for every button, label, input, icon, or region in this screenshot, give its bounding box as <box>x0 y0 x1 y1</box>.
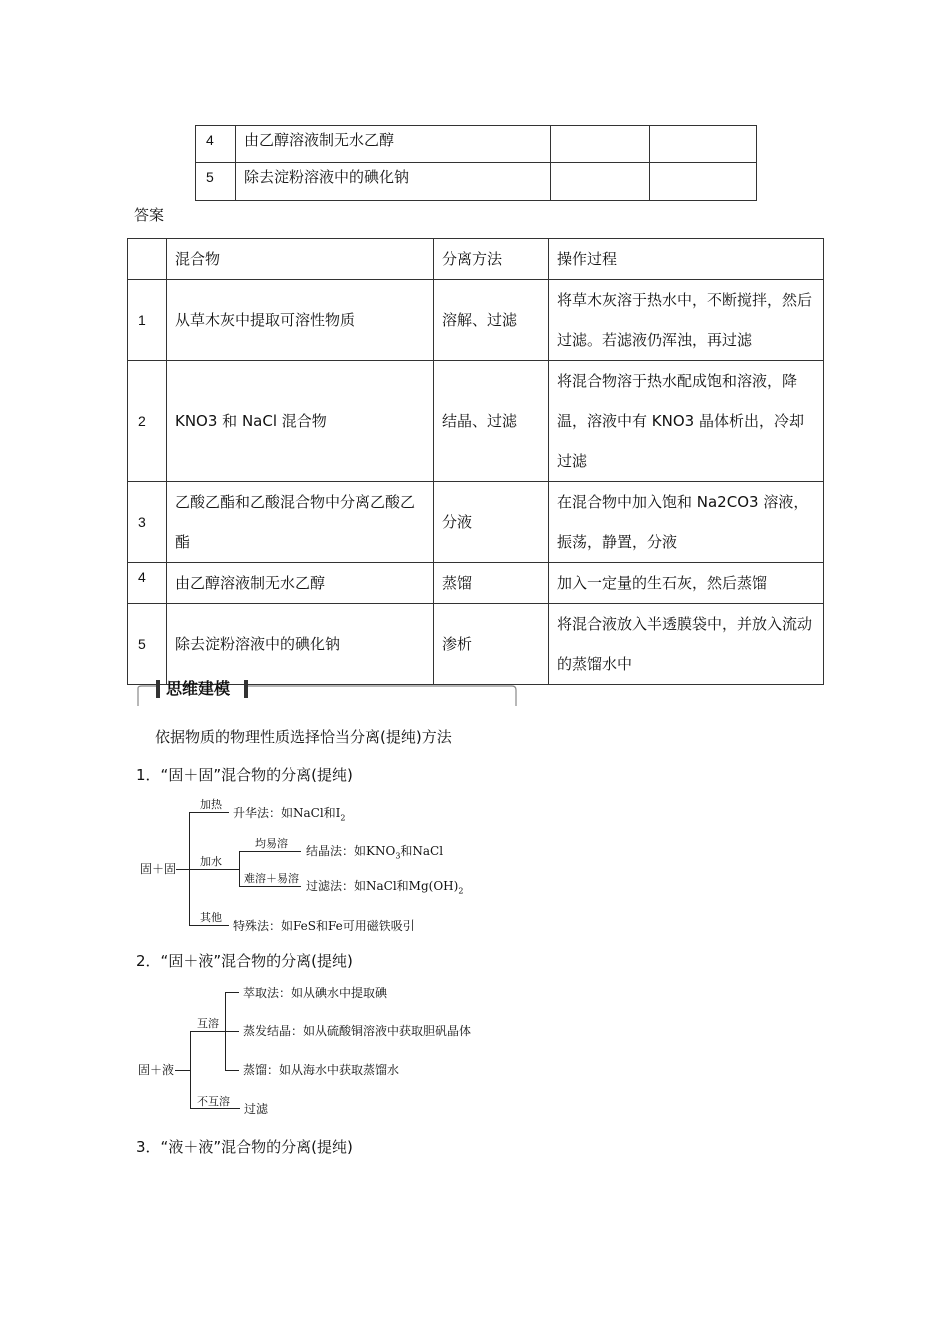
connector-line <box>189 925 229 926</box>
process-cell: 加入一定量的生石灰，然后蒸馏 <box>549 563 824 604</box>
header-mixture: 混合物 <box>167 239 434 280</box>
mixture-cell: 乙酸乙酯和乙酸混合物中分离乙酸乙酯 <box>167 482 434 563</box>
diagram1-cond-soluble: 均易溶 <box>255 837 288 850</box>
table-row <box>128 280 824 361</box>
connector-line <box>190 1031 191 1109</box>
process-cell: 在混合物中加入饱和 Na2CO3 溶液，振荡，静置，分液 <box>549 482 824 563</box>
connector-line <box>225 992 239 993</box>
diagram1-special: 特殊法：如FeS和Fe可用磁铁吸引 <box>233 919 415 933</box>
table-header-row <box>128 239 824 280</box>
empty-cell <box>551 126 650 163</box>
diagram1-cond-other: 其他 <box>200 911 222 924</box>
mixture-cell: KNO3 和 NaCl 混合物 <box>167 361 434 482</box>
diagram1-filtration: 过滤法：如NaCl和$Mg(OH)_2$ <box>306 879 464 896</box>
mixture-cell: 从草木灰中提取可溶性物质 <box>167 280 434 361</box>
connector-line <box>175 1070 191 1071</box>
diagram1-cond-insoluble: 难溶＋易溶 <box>244 872 299 885</box>
diagram2-root: 固＋液 <box>138 1063 175 1077</box>
header-method: 分离方法 <box>434 239 549 280</box>
row-number: 1 <box>128 280 167 361</box>
table-row <box>196 126 757 163</box>
table-row <box>128 482 824 563</box>
connector-line <box>190 1031 226 1032</box>
row-number: 5 <box>196 163 236 201</box>
mixture-cell: 由乙醇溶液制无水乙醇 <box>167 563 434 604</box>
header-blank <box>128 239 167 280</box>
empty-cell <box>650 126 757 163</box>
top-table <box>195 125 757 201</box>
empty-cell <box>551 163 650 201</box>
connector-line <box>189 869 239 870</box>
diagram2-cond-miscible: 互溶 <box>197 1017 219 1030</box>
connector-line <box>225 1070 239 1071</box>
row-number: 3 <box>128 482 167 563</box>
connector-line <box>176 869 190 870</box>
diagram1-cond-heat: 加热 <box>200 798 222 811</box>
mixture-cell: 除去淀粉溶液中的碘化钠 <box>167 604 434 685</box>
answer-table <box>127 238 824 685</box>
mixture-cell: 由乙醇溶液制无水乙醇 <box>236 126 551 163</box>
item-heading-2: 2．“固＋液”混合物的分离(提纯) <box>136 952 353 970</box>
method-cell: 渗析 <box>434 604 549 685</box>
diagram2-cond-immiscible: 不互溶 <box>197 1095 230 1108</box>
table-row <box>128 563 824 604</box>
table-row <box>196 163 757 201</box>
section-title: 思维建模 <box>166 679 231 698</box>
method-cell: 蒸馏 <box>434 563 549 604</box>
row-number: 4 <box>128 563 167 604</box>
row-number: 2 <box>128 361 167 482</box>
connector-line <box>239 851 301 852</box>
item-heading-1: 1．“固＋固”混合物的分离(提纯) <box>136 766 353 784</box>
mixture-cell: 除去淀粉溶液中的碘化钠 <box>236 163 551 201</box>
empty-cell <box>650 163 757 201</box>
header-process: 操作过程 <box>549 239 824 280</box>
row-number: 4 <box>196 126 236 163</box>
diagram1-root: 固＋固 <box>140 862 177 876</box>
connector-line <box>239 851 240 887</box>
diagram1-cond-water: 加水 <box>200 855 222 868</box>
connector-line <box>189 812 229 813</box>
process-cell: 将草木灰溶于热水中，不断搅拌，然后过滤。若滤液仍浑浊，再过滤 <box>549 280 824 361</box>
table-row <box>128 604 824 685</box>
connector-line <box>225 1031 239 1032</box>
row-number: 5 <box>128 604 167 685</box>
diagram2-distillation: 蒸馏：如从海水中获取蒸馏水 <box>243 1063 400 1077</box>
method-cell: 分液 <box>434 482 549 563</box>
diagram1-sublimation: 升华法：如NaCl和$I_2$ <box>233 806 346 823</box>
answer-label: 答案 <box>134 206 165 224</box>
method-cell: 溶解、过滤 <box>434 280 549 361</box>
process-cell: 将混合液放入半透膜袋中，并放入流动的蒸馏水中 <box>549 604 824 685</box>
item-heading-3: 3．“液＋液”混合物的分离(提纯) <box>136 1138 353 1156</box>
connector-line <box>239 886 301 887</box>
diagram2-extraction: 萃取法：如从碘水中提取碘 <box>243 986 388 1000</box>
method-cell: 结晶、过滤 <box>434 361 549 482</box>
diagram2-filtration: 过滤 <box>244 1102 269 1116</box>
table-row <box>128 361 824 482</box>
diagram1-crystallization: 结晶法：如$KNO_3$和NaCl <box>306 844 444 861</box>
diagram2-evaporation: 蒸发结晶：如从硫酸铜溶液中获取胆矾晶体 <box>243 1024 472 1038</box>
intro-text: 依据物质的物理性质选择恰当分离(提纯)方法 <box>155 728 452 746</box>
process-cell: 将混合物溶于热水配成饱和溶液，降温，溶液中有 KNO3 晶体析出，冷却过滤 <box>549 361 824 482</box>
